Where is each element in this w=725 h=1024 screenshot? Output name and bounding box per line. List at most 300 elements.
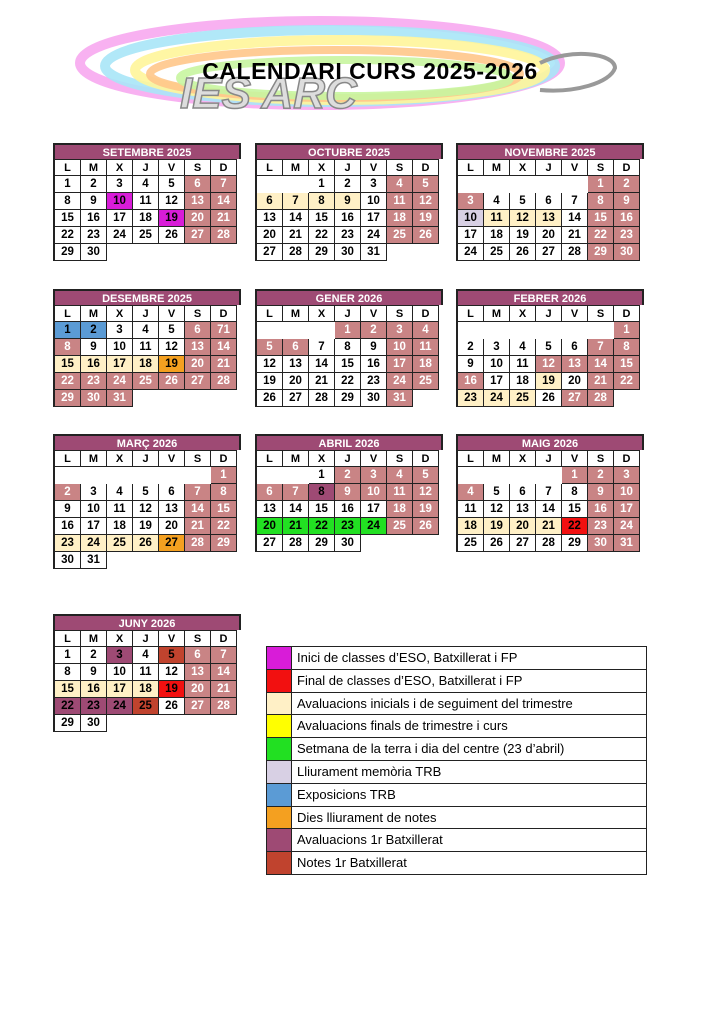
day-cell: 7 — [588, 339, 614, 356]
day-cell: 28 — [536, 535, 562, 552]
legend-label: Dies lliurament de notes — [292, 807, 647, 829]
day-cell: 17 — [458, 227, 484, 244]
day-cell: 18 — [413, 356, 439, 373]
day-cell: 19 — [510, 227, 536, 244]
day-cell: 22 — [211, 518, 237, 535]
day-cell: 8 — [211, 484, 237, 501]
day-cell: 18 — [387, 210, 413, 227]
day-cell: 12 — [133, 501, 159, 518]
weekday-header: V — [159, 630, 185, 647]
weekday-header: D — [413, 159, 439, 176]
day-cell: 31 — [361, 244, 387, 261]
day-cell: 25 — [133, 698, 159, 715]
day-cell: 25 — [133, 373, 159, 390]
weekday-header: X — [309, 159, 335, 176]
weekday-header: X — [107, 305, 133, 322]
day-cell: 16 — [81, 681, 107, 698]
day-cell: 4 — [107, 484, 133, 501]
weekday-header: L — [55, 450, 81, 467]
day-cell: 26 — [159, 698, 185, 715]
day-cell: 22 — [614, 373, 640, 390]
day-cell: 12 — [413, 484, 439, 501]
month-febrer-2026 — [456, 289, 644, 407]
empty-cell — [510, 467, 536, 484]
day-cell: 24 — [614, 518, 640, 535]
day-cell: 7 — [562, 193, 588, 210]
empty-cell — [588, 322, 614, 339]
legend-row — [266, 852, 647, 875]
day-cell: 24 — [361, 518, 387, 535]
day-cell: 29 — [562, 535, 588, 552]
day-cell: 4 — [413, 322, 439, 339]
day-cell: 23 — [614, 227, 640, 244]
day-cell: 5 — [257, 339, 283, 356]
day-cell: 17 — [107, 356, 133, 373]
legend-swatch — [266, 693, 292, 715]
weekday-header: S — [185, 305, 211, 322]
day-cell: 1 — [335, 322, 361, 339]
day-cell: 26 — [536, 390, 562, 407]
day-cell: 25 — [107, 535, 133, 552]
day-cell: 15 — [55, 356, 81, 373]
day-cell: 21 — [536, 518, 562, 535]
day-cell: 3 — [81, 484, 107, 501]
day-cell: 27 — [185, 227, 211, 244]
day-cell: 17 — [614, 501, 640, 518]
weekday-header: J — [133, 450, 159, 467]
weekday-header: M — [81, 450, 107, 467]
legend-swatch — [266, 829, 292, 851]
empty-cell — [283, 176, 309, 193]
weekday-header: D — [211, 159, 237, 176]
weekday-header: M — [484, 450, 510, 467]
weekday-header: X — [309, 450, 335, 467]
empty-cell — [562, 176, 588, 193]
day-cell: 18 — [133, 356, 159, 373]
day-cell: 15 — [335, 356, 361, 373]
day-cell: 18 — [133, 681, 159, 698]
month-grid — [255, 159, 443, 261]
day-cell: 9 — [335, 193, 361, 210]
weekday-header: M — [81, 305, 107, 322]
day-cell: 8 — [588, 193, 614, 210]
day-cell: 5 — [159, 322, 185, 339]
day-cell: 6 — [185, 647, 211, 664]
empty-cell — [536, 322, 562, 339]
day-cell: 8 — [55, 193, 81, 210]
day-cell: 16 — [335, 501, 361, 518]
day-cell: 5 — [510, 193, 536, 210]
day-cell: 8 — [309, 484, 335, 501]
day-cell: 22 — [335, 373, 361, 390]
day-cell: 24 — [484, 390, 510, 407]
weekday-header: V — [361, 305, 387, 322]
empty-cell — [484, 176, 510, 193]
legend-label: Avaluacions finals de trimestre i curs — [292, 715, 647, 737]
day-cell: 18 — [133, 210, 159, 227]
weekday-header: S — [387, 305, 413, 322]
day-cell: 71 — [211, 322, 237, 339]
month-grid — [53, 305, 241, 407]
day-cell: 30 — [81, 715, 107, 732]
legend-row — [266, 693, 647, 716]
day-cell: 26 — [413, 518, 439, 535]
day-cell: 6 — [562, 339, 588, 356]
day-cell: 28 — [309, 390, 335, 407]
day-cell: 19 — [413, 501, 439, 518]
weekday-header: D — [211, 305, 237, 322]
day-cell: 17 — [484, 373, 510, 390]
day-cell: 23 — [335, 518, 361, 535]
month-title: MAIG 2026 — [456, 434, 644, 450]
day-cell: 22 — [588, 227, 614, 244]
month-octubre-2025 — [255, 143, 443, 261]
day-cell: 13 — [536, 210, 562, 227]
day-cell: 31 — [614, 535, 640, 552]
empty-cell — [55, 467, 81, 484]
day-cell: 16 — [81, 210, 107, 227]
month-title: GENER 2026 — [255, 289, 443, 305]
day-cell: 5 — [484, 484, 510, 501]
empty-cell — [458, 467, 484, 484]
day-cell: 24 — [107, 227, 133, 244]
day-cell: 8 — [55, 664, 81, 681]
weekday-header: D — [614, 450, 640, 467]
day-cell: 21 — [211, 681, 237, 698]
legend-row — [266, 784, 647, 807]
legend-swatch — [266, 670, 292, 692]
day-cell: 2 — [588, 467, 614, 484]
day-cell: 14 — [536, 501, 562, 518]
day-cell: 27 — [159, 535, 185, 552]
day-cell: 20 — [536, 227, 562, 244]
day-cell: 10 — [361, 484, 387, 501]
day-cell: 20 — [257, 518, 283, 535]
logo-text: IES ARC — [180, 69, 357, 118]
weekday-header: J — [536, 159, 562, 176]
day-cell: 30 — [55, 552, 81, 569]
day-cell: 18 — [458, 518, 484, 535]
day-cell: 31 — [81, 552, 107, 569]
day-cell: 6 — [159, 484, 185, 501]
day-cell: 4 — [458, 484, 484, 501]
day-cell: 11 — [107, 501, 133, 518]
legend-label: Lliurament memòria TRB — [292, 761, 647, 783]
day-cell: 21 — [211, 210, 237, 227]
day-cell: 3 — [458, 193, 484, 210]
legend-swatch — [266, 852, 292, 874]
weekday-header: M — [81, 159, 107, 176]
day-cell: 15 — [309, 210, 335, 227]
day-cell: 14 — [588, 356, 614, 373]
day-cell: 11 — [413, 339, 439, 356]
weekday-header: S — [185, 159, 211, 176]
month-title: SETEMBRE 2025 — [53, 143, 241, 159]
day-cell: 4 — [510, 339, 536, 356]
day-cell: 10 — [361, 193, 387, 210]
day-cell: 15 — [309, 501, 335, 518]
day-cell: 3 — [387, 322, 413, 339]
empty-cell — [185, 467, 211, 484]
weekday-header: D — [211, 630, 237, 647]
weekday-header: D — [413, 450, 439, 467]
day-cell: 29 — [309, 244, 335, 261]
day-cell: 16 — [361, 356, 387, 373]
weekday-header: M — [81, 630, 107, 647]
month-juny-2026 — [53, 614, 241, 732]
weekday-header: X — [510, 305, 536, 322]
weekday-header: J — [133, 630, 159, 647]
day-cell: 16 — [335, 210, 361, 227]
day-cell: 10 — [107, 193, 133, 210]
day-cell: 21 — [211, 356, 237, 373]
day-cell: 13 — [257, 210, 283, 227]
day-cell: 17 — [107, 210, 133, 227]
weekday-header: S — [588, 159, 614, 176]
weekday-header: D — [413, 305, 439, 322]
day-cell: 12 — [159, 339, 185, 356]
day-cell: 22 — [309, 518, 335, 535]
month-maig-2026 — [456, 434, 644, 552]
day-cell: 12 — [159, 193, 185, 210]
day-cell: 4 — [133, 647, 159, 664]
day-cell: 15 — [211, 501, 237, 518]
day-cell: 2 — [81, 647, 107, 664]
day-cell: 9 — [361, 339, 387, 356]
day-cell: 29 — [55, 715, 81, 732]
day-cell: 28 — [283, 535, 309, 552]
weekday-header: V — [562, 305, 588, 322]
day-cell: 19 — [484, 518, 510, 535]
day-cell: 14 — [283, 501, 309, 518]
empty-cell — [536, 176, 562, 193]
day-cell: 25 — [510, 390, 536, 407]
day-cell: 15 — [55, 681, 81, 698]
day-cell: 4 — [484, 193, 510, 210]
day-cell: 6 — [257, 193, 283, 210]
day-cell: 25 — [133, 227, 159, 244]
day-cell: 17 — [361, 501, 387, 518]
day-cell: 20 — [185, 210, 211, 227]
weekday-header: D — [614, 159, 640, 176]
day-cell: 31 — [107, 390, 133, 407]
empty-cell — [257, 467, 283, 484]
day-cell: 26 — [510, 244, 536, 261]
day-cell: 1 — [309, 467, 335, 484]
day-cell: 22 — [309, 227, 335, 244]
day-cell: 11 — [387, 484, 413, 501]
day-cell: 25 — [458, 535, 484, 552]
weekday-header: M — [283, 305, 309, 322]
empty-cell — [257, 322, 283, 339]
day-cell: 2 — [81, 176, 107, 193]
day-cell: 2 — [458, 339, 484, 356]
empty-cell — [309, 322, 335, 339]
day-cell: 25 — [413, 373, 439, 390]
day-cell: 18 — [387, 501, 413, 518]
empty-cell — [484, 467, 510, 484]
day-cell: 21 — [588, 373, 614, 390]
day-cell: 30 — [361, 390, 387, 407]
day-cell: 9 — [335, 484, 361, 501]
day-cell: 16 — [614, 210, 640, 227]
day-cell: 30 — [81, 390, 107, 407]
day-cell: 1 — [614, 322, 640, 339]
day-cell: 10 — [81, 501, 107, 518]
legend-swatch — [266, 784, 292, 806]
weekday-header: L — [458, 305, 484, 322]
day-cell: 23 — [458, 390, 484, 407]
day-cell: 15 — [562, 501, 588, 518]
weekday-header: S — [185, 450, 211, 467]
legend — [266, 646, 647, 875]
day-cell: 13 — [185, 193, 211, 210]
day-cell: 30 — [614, 244, 640, 261]
weekday-header: J — [133, 159, 159, 176]
day-cell: 7 — [211, 176, 237, 193]
day-cell: 21 — [283, 227, 309, 244]
month-title: DESEMBRE 2025 — [53, 289, 241, 305]
day-cell: 18 — [107, 518, 133, 535]
day-cell: 8 — [55, 339, 81, 356]
legend-row — [266, 670, 647, 693]
month-grid — [53, 630, 241, 732]
day-cell: 9 — [588, 484, 614, 501]
legend-label: Exposicions TRB — [292, 784, 647, 806]
day-cell: 14 — [562, 210, 588, 227]
day-cell: 28 — [211, 373, 237, 390]
empty-cell — [510, 322, 536, 339]
day-cell: 26 — [413, 227, 439, 244]
day-cell: 20 — [283, 373, 309, 390]
weekday-header: S — [588, 450, 614, 467]
day-cell: 27 — [283, 390, 309, 407]
day-cell: 17 — [361, 210, 387, 227]
day-cell: 20 — [510, 518, 536, 535]
day-cell: 11 — [133, 193, 159, 210]
day-cell: 20 — [185, 356, 211, 373]
day-cell: 19 — [133, 518, 159, 535]
day-cell: 19 — [159, 356, 185, 373]
day-cell: 26 — [484, 535, 510, 552]
day-cell: 27 — [562, 390, 588, 407]
day-cell: 16 — [458, 373, 484, 390]
day-cell: 18 — [510, 373, 536, 390]
day-cell: 3 — [484, 339, 510, 356]
month-grid — [255, 450, 443, 552]
legend-row — [266, 807, 647, 830]
empty-cell — [81, 467, 107, 484]
weekday-header: J — [133, 305, 159, 322]
day-cell: 7 — [283, 193, 309, 210]
weekday-header: V — [361, 159, 387, 176]
month-title: FEBRER 2026 — [456, 289, 644, 305]
weekday-header: X — [107, 159, 133, 176]
day-cell: 2 — [55, 484, 81, 501]
day-cell: 3 — [614, 467, 640, 484]
legend-swatch — [266, 807, 292, 829]
day-cell: 13 — [562, 356, 588, 373]
day-cell: 28 — [562, 244, 588, 261]
day-cell: 28 — [211, 227, 237, 244]
day-cell: 23 — [588, 518, 614, 535]
day-cell: 17 — [107, 681, 133, 698]
day-cell: 6 — [536, 193, 562, 210]
day-cell: 9 — [614, 193, 640, 210]
weekday-header: L — [55, 159, 81, 176]
weekday-header: V — [159, 159, 185, 176]
weekday-header: S — [387, 159, 413, 176]
weekday-header: M — [484, 305, 510, 322]
legend-row — [266, 647, 647, 670]
day-cell: 3 — [361, 467, 387, 484]
day-cell: 14 — [211, 339, 237, 356]
weekday-header: J — [335, 450, 361, 467]
empty-cell — [283, 322, 309, 339]
day-cell: 22 — [55, 373, 81, 390]
day-cell: 2 — [361, 322, 387, 339]
day-cell: 30 — [588, 535, 614, 552]
month-title: OCTUBRE 2025 — [255, 143, 443, 159]
day-cell: 15 — [614, 356, 640, 373]
day-cell: 23 — [81, 373, 107, 390]
day-cell: 6 — [283, 339, 309, 356]
day-cell: 24 — [107, 373, 133, 390]
day-cell: 3 — [107, 322, 133, 339]
day-cell: 29 — [588, 244, 614, 261]
weekday-header: L — [458, 159, 484, 176]
day-cell: 6 — [185, 176, 211, 193]
day-cell: 17 — [387, 356, 413, 373]
day-cell: 11 — [133, 339, 159, 356]
weekday-header: X — [107, 630, 133, 647]
month-title: MARÇ 2026 — [53, 434, 241, 450]
page-title: CALENDARI CURS 2025-2026 — [202, 58, 538, 84]
day-cell: 12 — [536, 356, 562, 373]
weekday-header: L — [257, 159, 283, 176]
day-cell: 21 — [185, 518, 211, 535]
month-setembre-2025 — [53, 143, 241, 261]
empty-cell — [283, 467, 309, 484]
day-cell: 20 — [185, 681, 211, 698]
day-cell: 22 — [55, 698, 81, 715]
day-cell: 29 — [309, 535, 335, 552]
day-cell: 7 — [185, 484, 211, 501]
day-cell: 30 — [81, 244, 107, 261]
day-cell: 14 — [211, 664, 237, 681]
day-cell: 1 — [55, 647, 81, 664]
day-cell: 28 — [211, 698, 237, 715]
weekday-header: J — [335, 305, 361, 322]
weekday-header: X — [510, 450, 536, 467]
weekday-header: M — [484, 159, 510, 176]
legend-label: Avaluacions 1r Batxillerat — [292, 829, 647, 851]
day-cell: 25 — [387, 518, 413, 535]
weekday-header: X — [107, 450, 133, 467]
weekday-header: L — [458, 450, 484, 467]
day-cell: 11 — [458, 501, 484, 518]
day-cell: 12 — [413, 193, 439, 210]
day-cell: 11 — [387, 193, 413, 210]
legend-swatch — [266, 738, 292, 760]
month-abril-2026 — [255, 434, 443, 552]
day-cell: 17 — [81, 518, 107, 535]
legend-row — [266, 829, 647, 852]
day-cell: 18 — [484, 227, 510, 244]
weekday-header: L — [257, 305, 283, 322]
day-cell: 20 — [562, 373, 588, 390]
day-cell: 27 — [185, 698, 211, 715]
